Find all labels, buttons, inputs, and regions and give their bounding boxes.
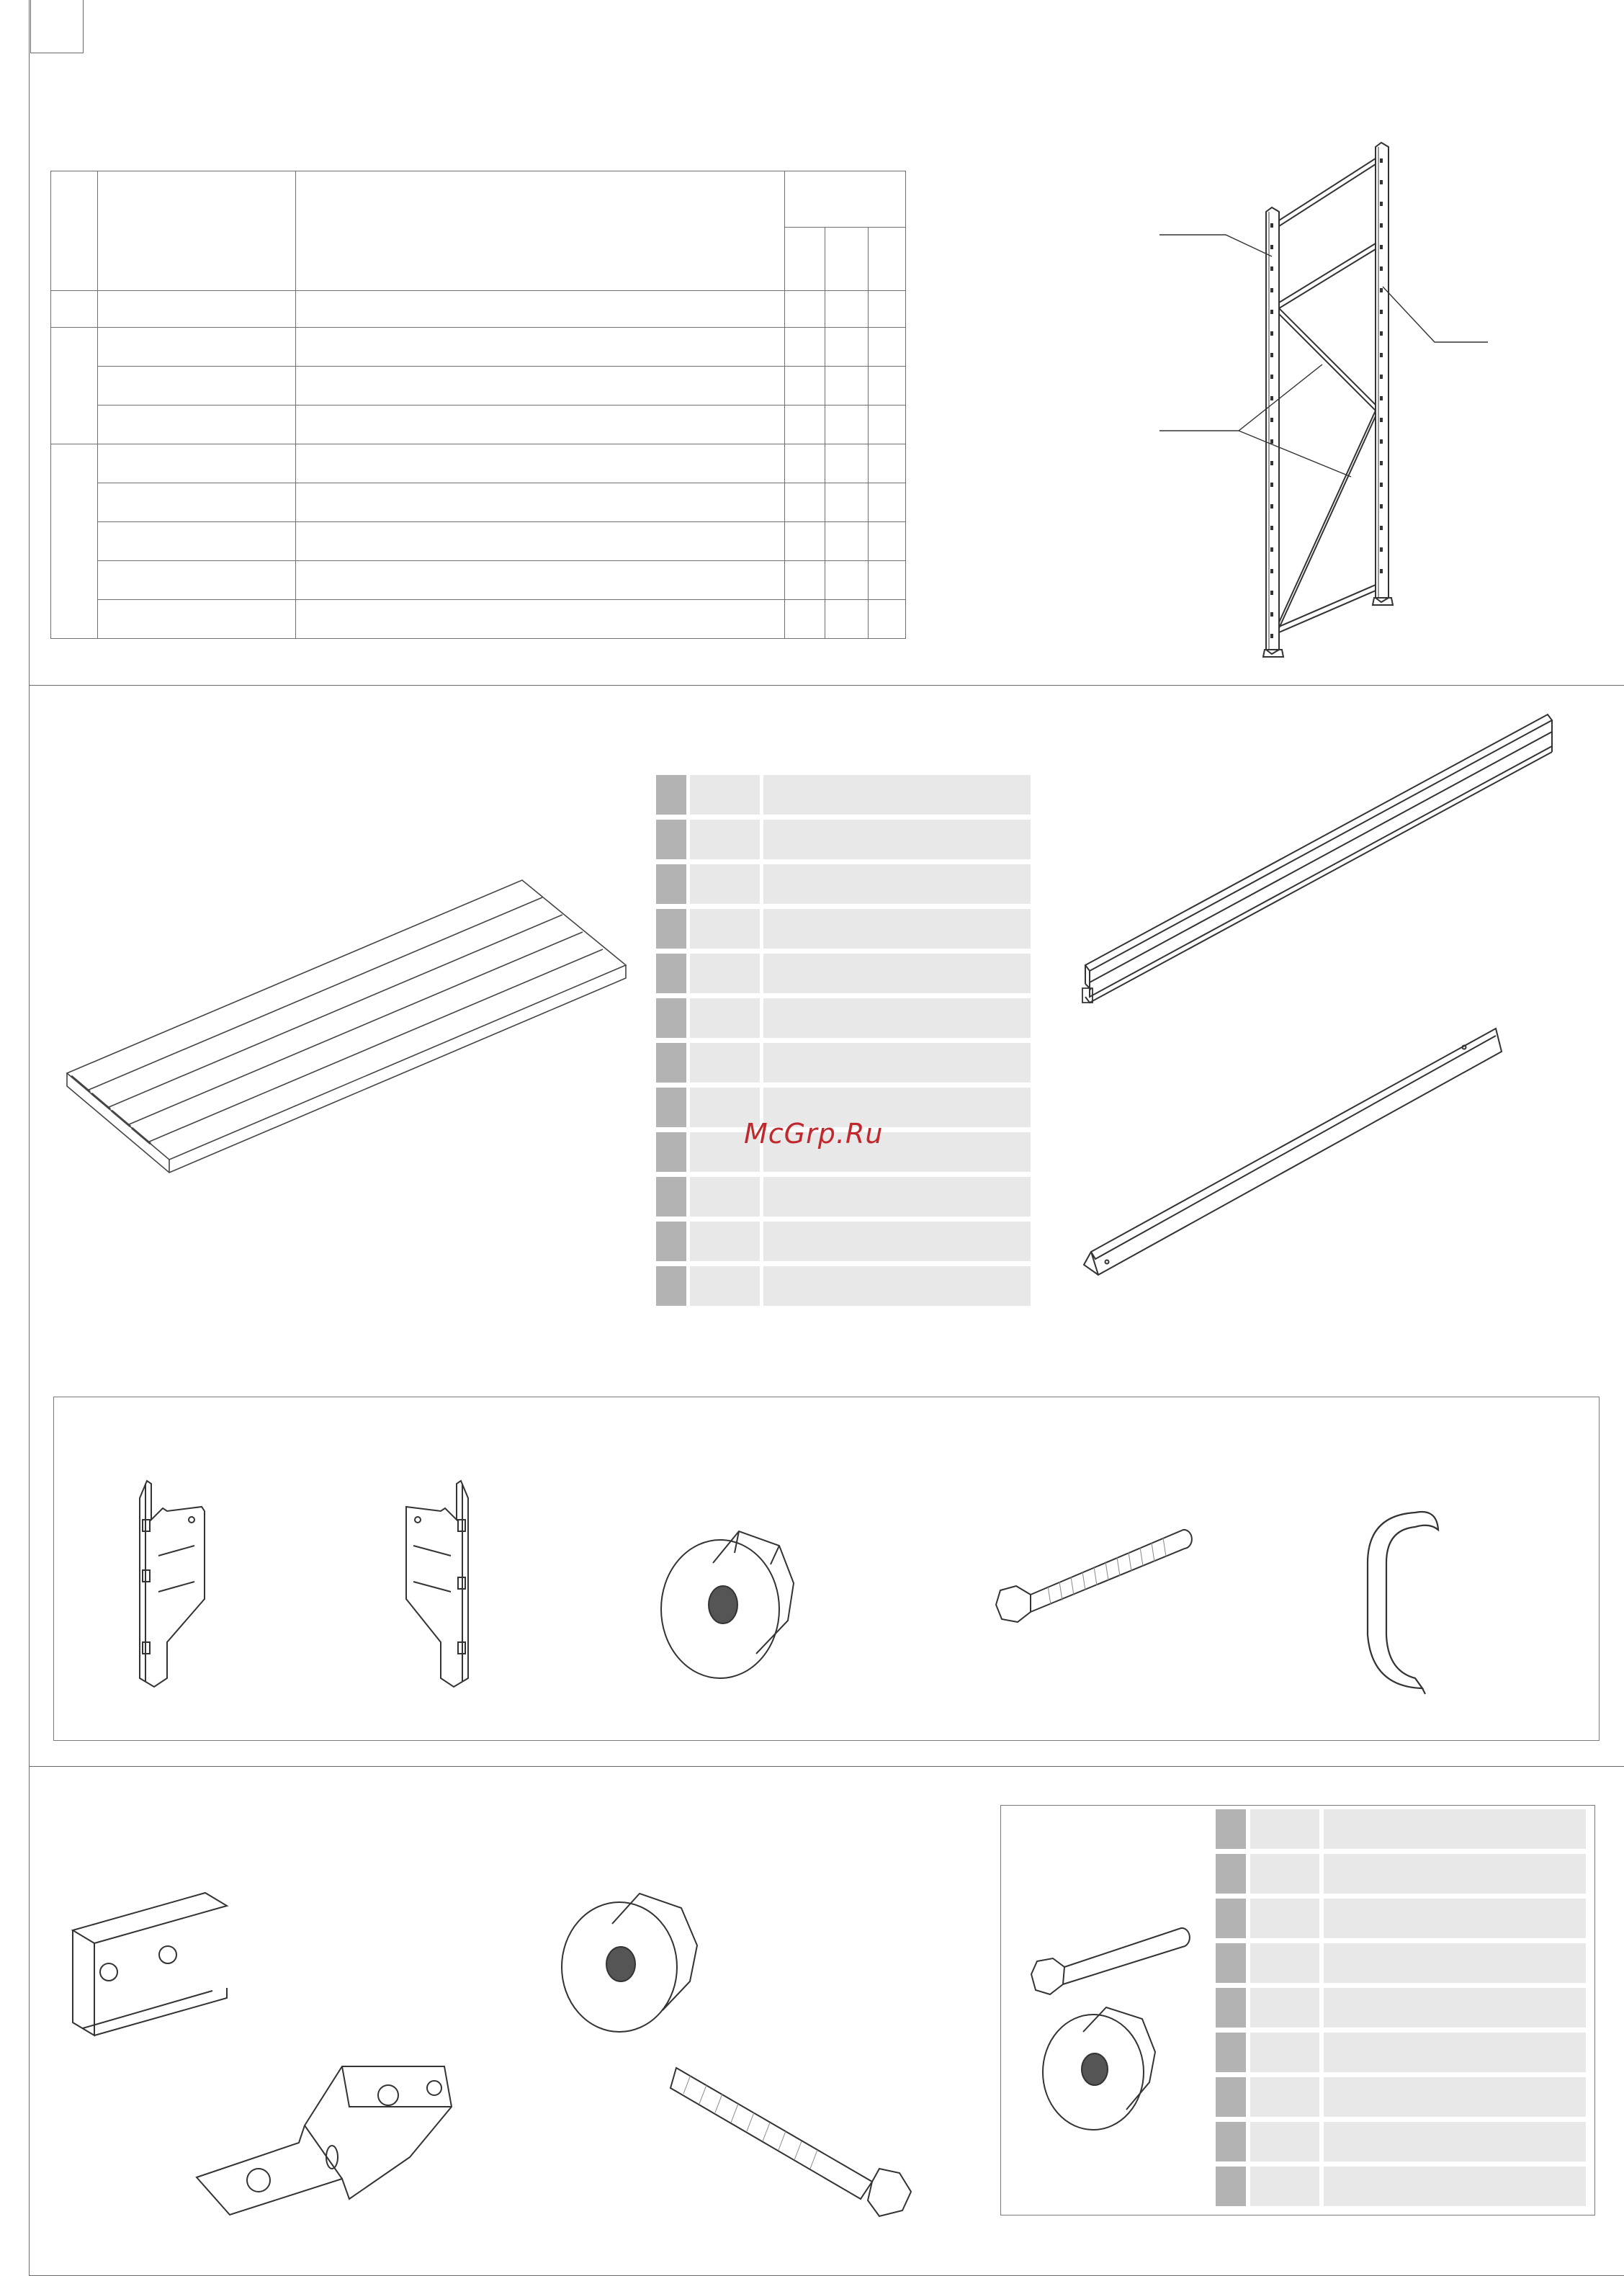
table-row <box>656 954 1031 993</box>
table-row <box>51 367 906 406</box>
channel-bracket <box>68 1887 234 2046</box>
section-divider-2 <box>29 1766 1624 1767</box>
hex-bolt <box>990 1520 1199 1628</box>
table-row <box>656 998 1031 1038</box>
angle-bracket <box>191 2056 465 2222</box>
table-row <box>51 444 906 483</box>
table-row <box>1216 2033 1592 2072</box>
table-row <box>51 291 906 328</box>
table-row <box>1216 1854 1592 1894</box>
table-row <box>1216 1809 1592 1849</box>
beam-drawing <box>1077 706 1566 1023</box>
table-row <box>51 406 906 444</box>
table-row <box>1216 2167 1592 2206</box>
table-row <box>656 909 1031 949</box>
section-divider-1 <box>29 685 1624 686</box>
table-row <box>1216 2122 1592 2161</box>
table-row <box>656 1177 1031 1217</box>
connector-plate-right <box>400 1477 487 1693</box>
anchor-spec-table <box>1216 1809 1592 2211</box>
flange-nut <box>648 1520 807 1685</box>
upright-frame-drawing <box>1145 137 1498 670</box>
parts-specification-table <box>50 171 906 639</box>
table-row <box>1216 1943 1592 1983</box>
table-row <box>1216 2077 1592 2117</box>
table-row <box>51 328 906 367</box>
table-row <box>1216 1899 1592 1938</box>
shelf-spec-table <box>656 775 1031 1311</box>
table-row <box>656 1043 1031 1083</box>
page-number-box <box>30 0 84 53</box>
support-bar-drawing <box>1077 1023 1523 1296</box>
safety-hook <box>1343 1498 1458 1700</box>
threaded-rod <box>666 2056 933 2229</box>
table-row <box>1216 1988 1592 2028</box>
table-row <box>656 1222 1031 1261</box>
table-row <box>51 522 906 561</box>
table-row <box>656 864 1031 904</box>
anchor-bolt-nut <box>1023 1919 1195 2136</box>
anchor-nut <box>555 1883 713 2042</box>
table-row <box>51 483 906 522</box>
connector-plate-left <box>130 1477 209 1693</box>
table-row <box>51 600 906 639</box>
table-row <box>51 561 906 600</box>
table-row <box>656 820 1031 859</box>
watermark: McGrp.Ru <box>744 1118 884 1150</box>
table-row <box>656 1266 1031 1306</box>
shelf-panel-drawing <box>61 872 637 1174</box>
table-row <box>656 775 1031 815</box>
